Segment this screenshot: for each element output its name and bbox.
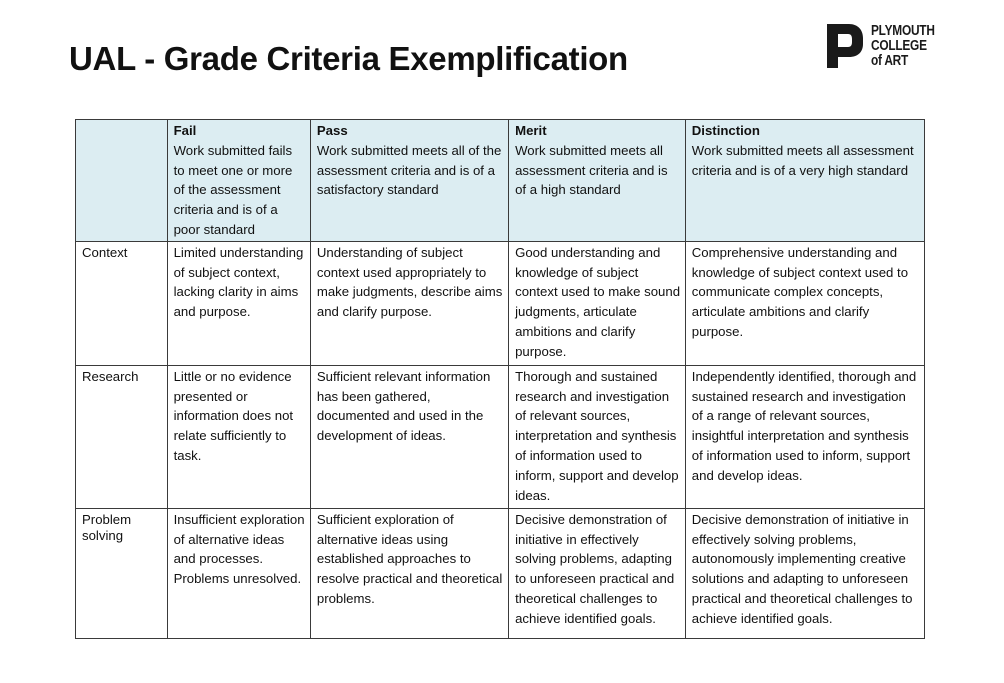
table-row-problem-solving (76, 508, 925, 638)
table-row-context (76, 241, 925, 365)
row-label: Problem solving (76, 508, 168, 638)
row-label: Research (76, 365, 168, 508)
logo-line-2: COLLEGE (871, 38, 927, 54)
grade-description: Work submitted meets all assessment criteria and is of a high standard (515, 142, 668, 198)
grade-title: Merit (515, 123, 547, 138)
header-distinction (685, 120, 924, 242)
logo-line-1: PLYMOUTH (871, 23, 935, 39)
table-row-research (76, 365, 925, 508)
logo-wordmark (871, 24, 935, 69)
cell-fail: Limited understanding of subject context, lacking clarity in aims and purpose. (167, 241, 310, 365)
college-logo (827, 24, 949, 69)
row-label: Context (76, 241, 168, 365)
cell-fail: Little or no evidence presented or information does not relate sufficiently to task. (167, 365, 310, 508)
cell-merit: Good understanding and knowledge of subject context used to make sound judgments, articulate ambitions and clarify purpose. (509, 241, 686, 365)
logo-line-3: of ART (871, 53, 909, 69)
grade-description: Work submitted meets all assessment criteria and is of a very high standard (691, 142, 914, 178)
table-header-row (76, 120, 925, 242)
cell-pass: Sufficient exploration of alternative ideas using established approaches to resolve practical and theoretical problems. (310, 508, 508, 638)
header-fail (167, 120, 310, 242)
grade-title: Pass (316, 123, 348, 138)
cell-merit: Decisive demonstration of initiative in effectively solving problems, adapting to unforeseen practical and theoretical challenges to achieve identified goals. (509, 508, 686, 638)
cell-fail: Insufficient exploration of alternative ideas and processes. Problems unresolved. (167, 508, 310, 638)
cell-pass: Understanding of subject context used appropriately to make judgments, describe aims and clarify purpose. (310, 241, 508, 365)
cell-merit: Thorough and sustained research and investigation of relevant sources, interpretation and synthesis of information used to inform, support and develop ideas. (509, 365, 686, 508)
grade-criteria-table (75, 119, 925, 639)
cell-distinction: Decisive demonstration of initiative in effectively solving problems, autonomously implementing creative solutions and adapting to unforeseen practical and theoretical challenges to achieve identified goals. (685, 508, 924, 638)
grade-description: Work submitted meets all of the assessment criteria and is of a satisfactory standard (316, 142, 502, 198)
header-pass (310, 120, 508, 242)
cell-pass: Sufficient relevant information has been gathered, documented and used in the development of ideas. (310, 365, 508, 508)
grade-title: Distinction (691, 123, 760, 138)
grade-title: Fail (173, 123, 197, 138)
cell-distinction: Independently identified, thorough and sustained research and investigation of a range of relevant sources, insightful interpretation and synthesis of information used to inform, support and develop ideas. (685, 365, 924, 508)
grade-description: Work submitted fails to meet one or more of the assessment criteria and is of a poor standard (173, 142, 293, 237)
header-empty-cell (76, 120, 168, 242)
page-title: UAL - Grade Criteria Exemplification (69, 40, 628, 77)
cell-distinction: Comprehensive understanding and knowledge of subject context used to communicate complex concepts, articulate ambitions and clarify purpose. (685, 241, 924, 365)
header-merit (509, 120, 686, 242)
plymouth-p-icon (827, 24, 863, 68)
